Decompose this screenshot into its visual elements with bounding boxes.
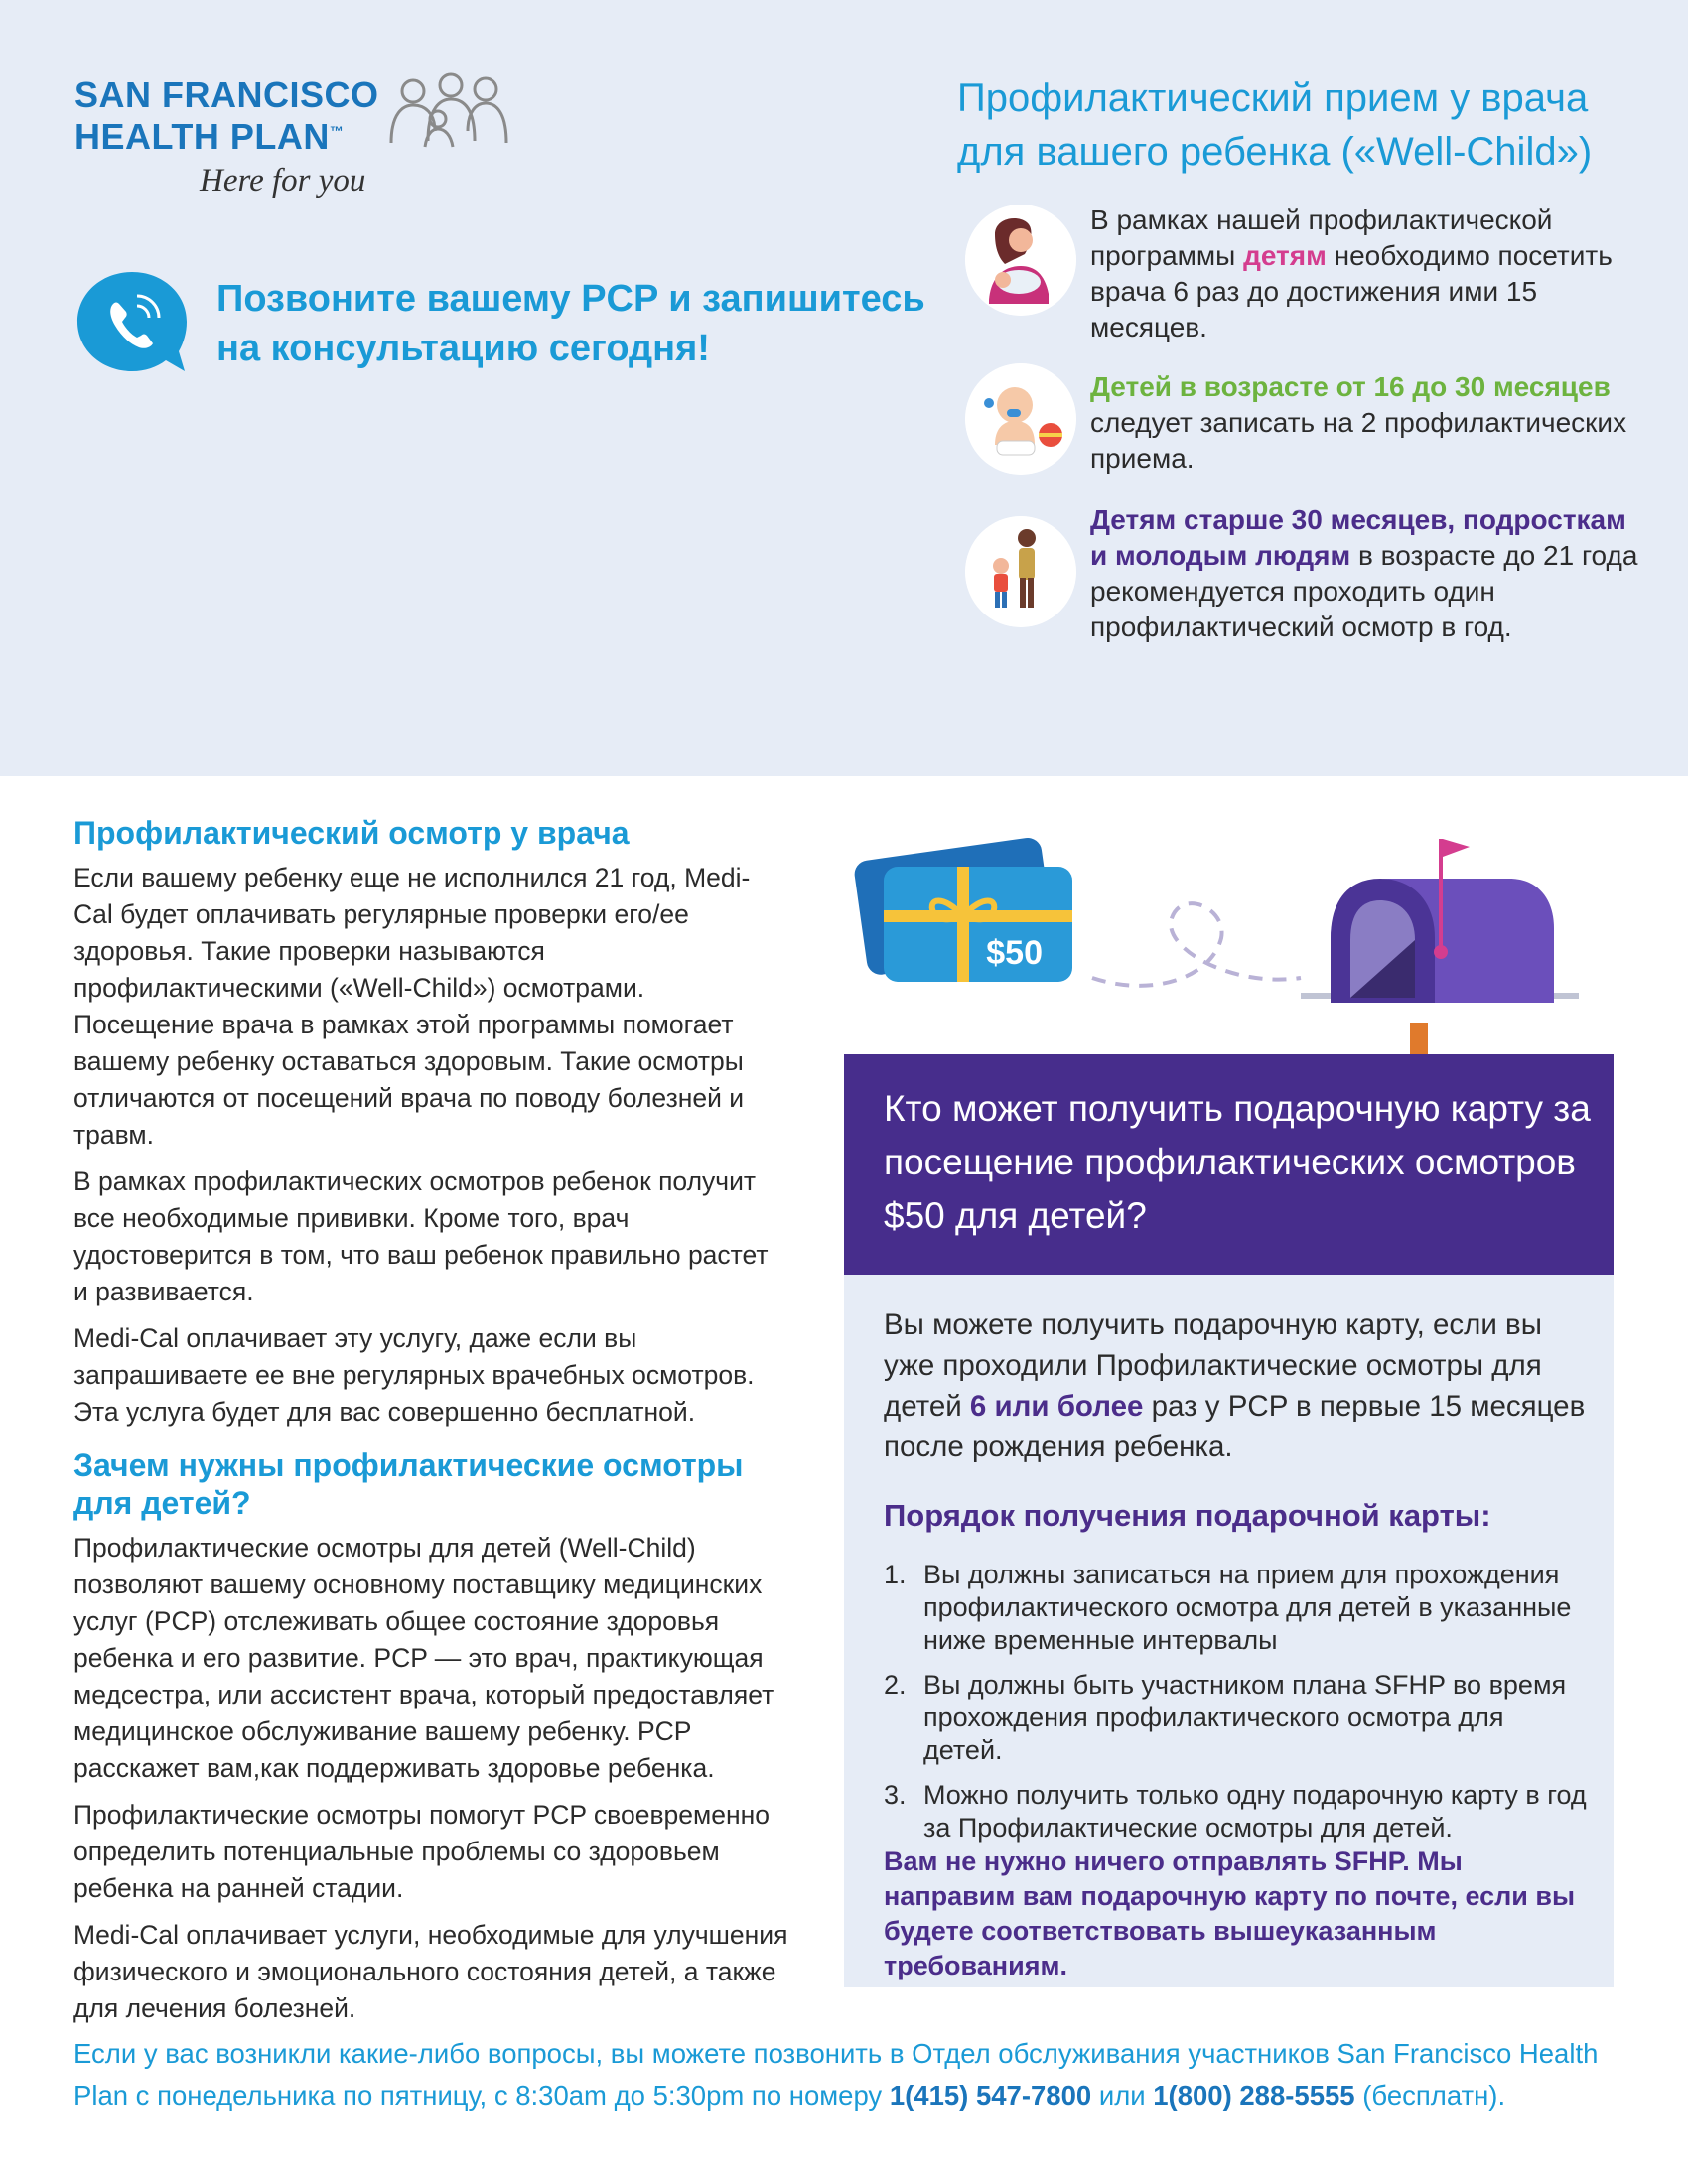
call-to-action: Позвоните вашему PCP и запишитесь на консультацию сегодня! [216, 278, 925, 369]
well-child-item-1 [1090, 203, 1646, 345]
gift-eligibility-text [884, 1304, 1589, 1467]
steps-list [884, 1559, 1589, 1856]
section1-paragraph-3: Medi-Cal оплачивает эту услугу, даже если вы запрашиваете ее вне регулярных врачебных осмотров. Эта услуга будет для вас совершенно бесплатной. [73, 1323, 755, 1427]
step-number: 2. [884, 1670, 907, 1700]
list-item [884, 1779, 1589, 1844]
section1-paragraph-1: Если вашему ребенку еще не исполнился 21 год, Medi-Cal будет оплачивать регулярные проверки его/ее здоровья. Такие проверки называются профилактическими («Well-Child») осмотрами. Посещение врача в рамках этой программы помогает вашему ребенку оставаться здоровым. Такие осмотры отличаются от посещений врача по поводу болезней и травм. [73, 863, 751, 1150]
step-number: 1. [884, 1560, 907, 1589]
list-item [884, 1559, 1589, 1657]
item1-text-post: необходимо посетить врача 6 раз до достижения ими 15 месяцев. [1090, 240, 1613, 342]
section2-paragraph-2: Профилактические осмотры помогут PCP своевременно определить потенциальные проблемы со здоровьем ребенка на ранней стадии. [73, 1800, 770, 1903]
gift-body-post: раз у PCP в первые 15 месяцев после рождения ребенка. [884, 1390, 1586, 1463]
logo-line-2: HEALTH PLAN [74, 116, 330, 157]
gift-body-pre: Вы можете получить подарочную карту, если вы уже проходили Профилактические осмотры для детей [884, 1308, 1542, 1423]
mother-baby-icon [965, 205, 1076, 316]
item1-text-pre: В рамках нашей профилактической программы [1090, 205, 1553, 271]
gift-body-highlight: 6 или более [969, 1390, 1144, 1423]
footer-text-pre: Если у вас возникли какие-либо вопросы, вы можете позвонить в Отдел обслуживания участников San Francisco Health Plan с понедельника по пятницу, с 8:30am до 5:30pm по номеру [73, 2038, 1599, 2111]
phone-number-1[interactable]: 1(415) 547-7800 [889, 2080, 1092, 2111]
gift-card-amount: $50 [986, 934, 1043, 972]
item3-highlight: Детям старше 30 месяцев, подросткам и молодым людям [1090, 504, 1626, 571]
footer-text-mid: или [1091, 2080, 1154, 2111]
section2-heading: Зачем нужны профилактические осмотры для детей? [73, 1447, 744, 1521]
step-number: 3. [884, 1780, 907, 1810]
steps-title: Порядок получения подарочной карты: [884, 1498, 1491, 1533]
item1-highlight: детям [1243, 240, 1327, 271]
parent-child-icon [965, 516, 1076, 627]
section2-paragraph-1: Профилактические осмотры для детей (Well-Child) позволяют вашему основному поставщику медицинских услуг (PCP) отслеживать общее состояние здоровья ребенка и его развитие. PCP — это врач, практикующая медсестра, или ассистент врача, который предоставляет медицинское обслуживание вашему ребенку. PCP расскажет вам,как поддерживать здоровье ребенка. [73, 1533, 774, 1783]
item2-highlight: Детей в возрасте от 16 до 30 месяцев [1090, 371, 1611, 402]
gift-note: Вам не нужно ничего отправлять SFHP. Мы направим вам подарочную карту по почте, если вы будете соответствовать вышеуказанным требованиям. [884, 1846, 1576, 1980]
item2-text-post: следует записать на 2 профилактических приема. [1090, 407, 1627, 474]
section1-paragraph-2: В рамках профилактических осмотров ребенок получит все необходимые прививки. Кроме того, врач удостоверится в том, что ваш ребенок правильно растет и развивается. [73, 1166, 769, 1306]
mailbox-icon [1301, 839, 1579, 1067]
phone-call-icon [73, 268, 191, 375]
section2-paragraph-3: Medi-Cal оплачивает услуги, необходимые для улучшения физического и эмоционального состояния детей, а также для лечения болезней. [73, 1920, 788, 2023]
gift-question: Кто может получить подарочную карту за посещение профилактических осмотров $50 для детей? [884, 1088, 1591, 1236]
logo-trademark: ™ [329, 123, 345, 139]
left-column [73, 814, 788, 2037]
step-text: Вы должны записаться на прием для прохождения профилактического осмотра для детей в указанные ниже временные интервалы [923, 1560, 1572, 1655]
step-text: Можно получить только одну подарочную карту в год за Профилактические осмотры для детей. [923, 1780, 1587, 1843]
phone-number-2[interactable]: 1(800) 288-5555 [1153, 2080, 1355, 2111]
gift-card-mailbox-illustration [854, 829, 1648, 1067]
well-child-item-2 [1090, 369, 1646, 477]
logo-tagline: Here for you [200, 163, 366, 199]
footer-contact [73, 2033, 1642, 2116]
step-text: Вы должны быть участником плана SFHP во время прохождения профилактического осмотра для детей. [923, 1670, 1567, 1765]
well-child-item-3 [1090, 502, 1646, 645]
list-item [884, 1669, 1589, 1767]
section1-heading: Профилактический осмотр у врача [73, 815, 630, 851]
well-child-title: Профилактический прием у врача для вашего ребенка («Well-Child») [957, 76, 1593, 174]
logo-line-1: SAN FRANCISCO [74, 74, 379, 115]
item3-text-post: в возрасте до 21 года рекомендуется проходить один профилактический осмотр в год. [1090, 540, 1638, 642]
footer-text-post: (бесплатн). [1354, 2080, 1506, 2111]
baby-icon [965, 363, 1076, 475]
logo [74, 74, 379, 200]
family-icon [383, 71, 532, 151]
